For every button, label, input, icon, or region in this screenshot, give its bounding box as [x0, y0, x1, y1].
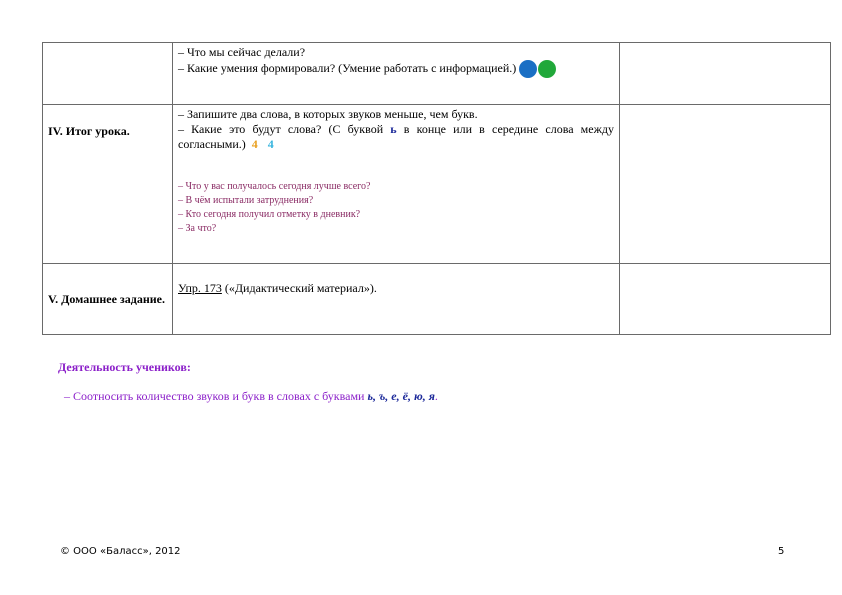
question-line: – Что мы сейчас делали?: [178, 45, 306, 59]
mark-badge: 4: [267, 137, 274, 151]
table-row: [43, 43, 831, 105]
blue-dot-icon: [519, 60, 537, 78]
exercise-ref: Упр. 173: [178, 281, 222, 295]
notes-cell: [620, 264, 831, 335]
copyright: © ООО «Баласс», 2012: [60, 546, 181, 557]
question-line: – Какие умения формировали? (Умение работать с информацией.): [178, 60, 614, 78]
question-line: – Запишите два слова, в которых звуков меньше, чем букв.: [178, 107, 478, 121]
notes-cell: [620, 43, 831, 105]
stage-cell: V. Домашнее задание.: [43, 264, 173, 335]
soft-sign: ь: [390, 122, 397, 136]
activity-title: Деятельность учеников:: [58, 360, 191, 374]
reflection-question: – В чём испытали затруднения?: [178, 195, 314, 206]
content-cell: [173, 43, 620, 105]
content-cell: [173, 105, 620, 264]
activity-line: – Соотносить количество звуков и букв в словах с буквами ь, ъ, е, ё, ю, я.: [64, 389, 438, 403]
notes-cell: [620, 105, 831, 264]
lesson-table: [42, 42, 831, 335]
mark-badge: 4: [251, 137, 258, 151]
page-number: 5: [778, 546, 785, 557]
green-dot-icon: [538, 60, 556, 78]
question-line: – Какие это будут слова? (С буквой ь в конце или в середине слова между согласными.) 4 4: [178, 122, 614, 151]
table-row: [43, 264, 831, 335]
exercise-desc: («Дидактический материал»).: [221, 281, 377, 295]
dots-group: [518, 60, 556, 78]
stage-cell: [43, 43, 173, 105]
letters-list: ь, ъ, е, ё, ю, я: [367, 389, 435, 403]
content-cell: [173, 264, 620, 335]
stage-cell: IV. Итог урока.: [43, 105, 173, 264]
reflection-question: – Что у вас получалось сегодня лучше всего?: [178, 181, 371, 192]
reflection-question: – За что?: [178, 223, 217, 234]
table-row: [43, 105, 831, 264]
reflection-question: – Кто сегодня получил отметку в дневник?: [178, 209, 361, 220]
